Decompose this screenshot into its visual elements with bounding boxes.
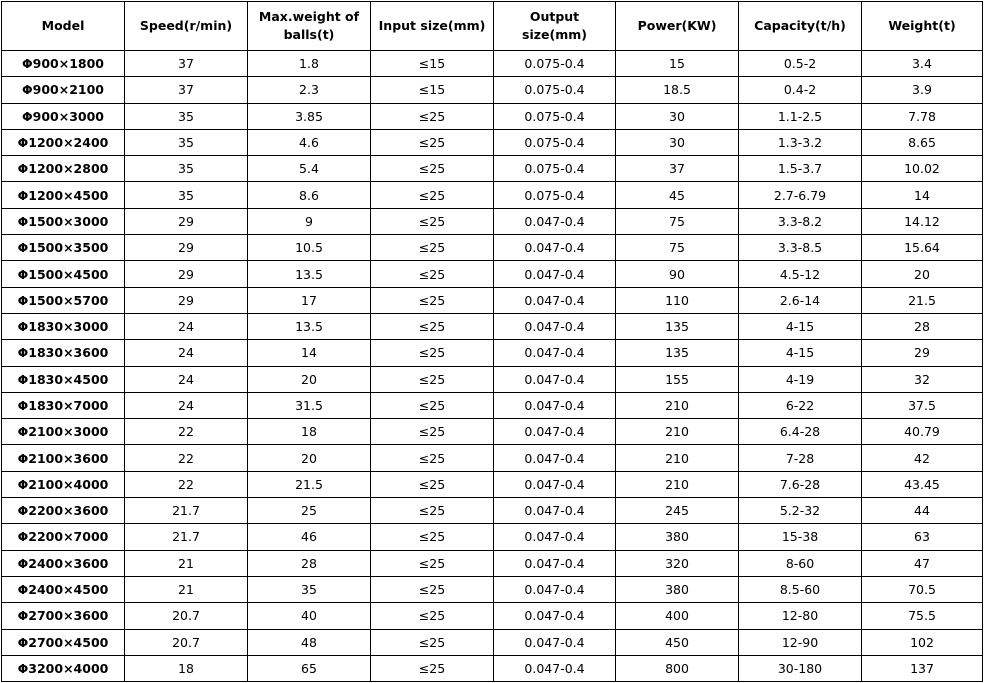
- table-row: [2, 51, 983, 77]
- table-body: [2, 51, 983, 682]
- cell-power: 135: [616, 340, 739, 366]
- cell-weight: 20: [862, 261, 983, 287]
- cell-weight: 137: [862, 655, 983, 681]
- cell-input-size: ≤25: [371, 235, 494, 261]
- cell-model: Φ2100×3600: [2, 445, 125, 471]
- cell-max-ball-weight: 13.5: [248, 313, 371, 339]
- cell-input-size: ≤25: [371, 261, 494, 287]
- cell-capacity: 6.4-28: [739, 419, 862, 445]
- cell-output-size: 0.047-0.4: [494, 261, 616, 287]
- ball-mill-spec-table: [1, 1, 983, 682]
- table-header: [2, 2, 983, 51]
- table-row: [2, 576, 983, 602]
- cell-model: Φ1830×4500: [2, 366, 125, 392]
- cell-power: 45: [616, 182, 739, 208]
- table-row: [2, 419, 983, 445]
- cell-weight: 10.02: [862, 156, 983, 182]
- cell-speed: 22: [125, 471, 248, 497]
- cell-model: Φ2100×3000: [2, 419, 125, 445]
- cell-model: Φ900×3000: [2, 103, 125, 129]
- cell-power: 800: [616, 655, 739, 681]
- cell-output-size: 0.047-0.4: [494, 550, 616, 576]
- cell-speed: 20.7: [125, 629, 248, 655]
- cell-input-size: ≤25: [371, 445, 494, 471]
- cell-weight: 75.5: [862, 603, 983, 629]
- cell-capacity: 12-90: [739, 629, 862, 655]
- cell-model: Φ900×1800: [2, 51, 125, 77]
- cell-speed: 21: [125, 576, 248, 602]
- cell-capacity: 3.3-8.2: [739, 208, 862, 234]
- cell-output-size: 0.047-0.4: [494, 313, 616, 339]
- cell-max-ball-weight: 21.5: [248, 471, 371, 497]
- table-row: [2, 129, 983, 155]
- cell-output-size: 0.075-0.4: [494, 51, 616, 77]
- table-row: [2, 471, 983, 497]
- table-row: [2, 603, 983, 629]
- table-row: [2, 392, 983, 418]
- cell-max-ball-weight: 8.6: [248, 182, 371, 208]
- cell-output-size: 0.075-0.4: [494, 77, 616, 103]
- cell-model: Φ2400×4500: [2, 576, 125, 602]
- cell-capacity: 30-180: [739, 655, 862, 681]
- cell-model: Φ1500×3000: [2, 208, 125, 234]
- table-row: [2, 182, 983, 208]
- cell-power: 210: [616, 471, 739, 497]
- cell-max-ball-weight: 18: [248, 419, 371, 445]
- cell-capacity: 8.5-60: [739, 576, 862, 602]
- cell-weight: 63: [862, 524, 983, 550]
- cell-model: Φ2700×3600: [2, 603, 125, 629]
- cell-model: Φ900×2100: [2, 77, 125, 103]
- cell-capacity: 5.2-32: [739, 498, 862, 524]
- cell-power: 380: [616, 524, 739, 550]
- header-model: Model: [2, 2, 125, 51]
- cell-input-size: ≤25: [371, 313, 494, 339]
- cell-output-size: 0.047-0.4: [494, 340, 616, 366]
- cell-speed: 24: [125, 392, 248, 418]
- cell-model: Φ1830×7000: [2, 392, 125, 418]
- cell-capacity: 12-80: [739, 603, 862, 629]
- cell-max-ball-weight: 4.6: [248, 129, 371, 155]
- cell-power: 15: [616, 51, 739, 77]
- cell-capacity: 4-15: [739, 313, 862, 339]
- cell-speed: 29: [125, 208, 248, 234]
- table-row: [2, 235, 983, 261]
- header-power: Power(KW): [616, 2, 739, 51]
- cell-input-size: ≤25: [371, 392, 494, 418]
- cell-power: 30: [616, 129, 739, 155]
- cell-max-ball-weight: 5.4: [248, 156, 371, 182]
- cell-model: Φ1500×4500: [2, 261, 125, 287]
- cell-max-ball-weight: 31.5: [248, 392, 371, 418]
- cell-capacity: 4-15: [739, 340, 862, 366]
- cell-speed: 22: [125, 419, 248, 445]
- cell-model: Φ1830×3600: [2, 340, 125, 366]
- header-input-size: Input size(mm): [371, 2, 494, 51]
- cell-capacity: 0.4-2: [739, 77, 862, 103]
- cell-weight: 32: [862, 366, 983, 392]
- cell-output-size: 0.075-0.4: [494, 182, 616, 208]
- table-row: [2, 156, 983, 182]
- cell-weight: 7.78: [862, 103, 983, 129]
- cell-weight: 40.79: [862, 419, 983, 445]
- cell-input-size: ≤25: [371, 524, 494, 550]
- cell-model: Φ3200×4000: [2, 655, 125, 681]
- table-row: [2, 498, 983, 524]
- cell-weight: 37.5: [862, 392, 983, 418]
- cell-weight: 42: [862, 445, 983, 471]
- cell-input-size: ≤25: [371, 629, 494, 655]
- header-output-size: Output size(mm): [494, 2, 616, 51]
- cell-capacity: 2.6-14: [739, 287, 862, 313]
- cell-capacity: 1.5-3.7: [739, 156, 862, 182]
- cell-power: 380: [616, 576, 739, 602]
- cell-power: 75: [616, 235, 739, 261]
- cell-max-ball-weight: 35: [248, 576, 371, 602]
- header-capacity: Capacity(t/h): [739, 2, 862, 51]
- table-row: [2, 340, 983, 366]
- cell-capacity: 7.6-28: [739, 471, 862, 497]
- cell-output-size: 0.047-0.4: [494, 576, 616, 602]
- cell-speed: 24: [125, 313, 248, 339]
- cell-weight: 14: [862, 182, 983, 208]
- cell-input-size: ≤25: [371, 208, 494, 234]
- cell-output-size: 0.047-0.4: [494, 208, 616, 234]
- cell-model: Φ2100×4000: [2, 471, 125, 497]
- cell-speed: 35: [125, 129, 248, 155]
- cell-max-ball-weight: 14: [248, 340, 371, 366]
- cell-capacity: 6-22: [739, 392, 862, 418]
- cell-max-ball-weight: 40: [248, 603, 371, 629]
- cell-model: Φ2700×4500: [2, 629, 125, 655]
- cell-capacity: 7-28: [739, 445, 862, 471]
- cell-max-ball-weight: 28: [248, 550, 371, 576]
- cell-weight: 70.5: [862, 576, 983, 602]
- cell-weight: 15.64: [862, 235, 983, 261]
- cell-output-size: 0.047-0.4: [494, 392, 616, 418]
- cell-speed: 29: [125, 235, 248, 261]
- cell-max-ball-weight: 17: [248, 287, 371, 313]
- cell-power: 75: [616, 208, 739, 234]
- cell-speed: 37: [125, 51, 248, 77]
- cell-weight: 44: [862, 498, 983, 524]
- cell-weight: 102: [862, 629, 983, 655]
- cell-max-ball-weight: 10.5: [248, 235, 371, 261]
- cell-output-size: 0.047-0.4: [494, 366, 616, 392]
- cell-power: 210: [616, 445, 739, 471]
- cell-speed: 37: [125, 77, 248, 103]
- cell-capacity: 1.3-3.2: [739, 129, 862, 155]
- cell-speed: 24: [125, 340, 248, 366]
- cell-power: 245: [616, 498, 739, 524]
- cell-max-ball-weight: 25: [248, 498, 371, 524]
- cell-weight: 43.45: [862, 471, 983, 497]
- cell-capacity: 2.7-6.79: [739, 182, 862, 208]
- table-row: [2, 550, 983, 576]
- cell-speed: 35: [125, 182, 248, 208]
- cell-max-ball-weight: 1.8: [248, 51, 371, 77]
- cell-input-size: ≤25: [371, 498, 494, 524]
- cell-output-size: 0.047-0.4: [494, 603, 616, 629]
- cell-speed: 21.7: [125, 524, 248, 550]
- cell-output-size: 0.075-0.4: [494, 103, 616, 129]
- table-row: [2, 77, 983, 103]
- cell-power: 37: [616, 156, 739, 182]
- cell-output-size: 0.047-0.4: [494, 498, 616, 524]
- cell-power: 18.5: [616, 77, 739, 103]
- cell-max-ball-weight: 3.85: [248, 103, 371, 129]
- cell-power: 450: [616, 629, 739, 655]
- cell-input-size: ≤25: [371, 655, 494, 681]
- cell-input-size: ≤15: [371, 51, 494, 77]
- cell-weight: 8.65: [862, 129, 983, 155]
- cell-capacity: 1.1-2.5: [739, 103, 862, 129]
- cell-input-size: ≤25: [371, 366, 494, 392]
- cell-input-size: ≤25: [371, 340, 494, 366]
- cell-max-ball-weight: 65: [248, 655, 371, 681]
- cell-weight: 29: [862, 340, 983, 366]
- cell-power: 400: [616, 603, 739, 629]
- cell-model: Φ1200×2400: [2, 129, 125, 155]
- cell-max-ball-weight: 46: [248, 524, 371, 550]
- cell-speed: 24: [125, 366, 248, 392]
- table-row: [2, 366, 983, 392]
- cell-output-size: 0.047-0.4: [494, 419, 616, 445]
- header-max-ball-weight: Max.weight of balls(t): [248, 2, 371, 51]
- cell-output-size: 0.075-0.4: [494, 129, 616, 155]
- cell-model: Φ2200×3600: [2, 498, 125, 524]
- cell-weight: 47: [862, 550, 983, 576]
- header-weight: Weight(t): [862, 2, 983, 51]
- table-row: [2, 655, 983, 681]
- cell-output-size: 0.047-0.4: [494, 445, 616, 471]
- header-speed: Speed(r/min): [125, 2, 248, 51]
- cell-model: Φ1830×3000: [2, 313, 125, 339]
- table-row: [2, 287, 983, 313]
- cell-input-size: ≤15: [371, 77, 494, 103]
- cell-output-size: 0.047-0.4: [494, 629, 616, 655]
- cell-input-size: ≤25: [371, 182, 494, 208]
- cell-max-ball-weight: 13.5: [248, 261, 371, 287]
- cell-power: 90: [616, 261, 739, 287]
- table-row: [2, 261, 983, 287]
- table-row: [2, 208, 983, 234]
- cell-input-size: ≤25: [371, 550, 494, 576]
- cell-power: 320: [616, 550, 739, 576]
- cell-speed: 22: [125, 445, 248, 471]
- cell-output-size: 0.075-0.4: [494, 156, 616, 182]
- cell-input-size: ≤25: [371, 603, 494, 629]
- cell-capacity: 0.5-2: [739, 51, 862, 77]
- cell-model: Φ1200×2800: [2, 156, 125, 182]
- table-row: [2, 524, 983, 550]
- cell-weight: 3.9: [862, 77, 983, 103]
- cell-input-size: ≤25: [371, 156, 494, 182]
- cell-weight: 14.12: [862, 208, 983, 234]
- cell-model: Φ2200×7000: [2, 524, 125, 550]
- table-row: [2, 445, 983, 471]
- cell-capacity: 4.5-12: [739, 261, 862, 287]
- cell-output-size: 0.047-0.4: [494, 655, 616, 681]
- table-row: [2, 103, 983, 129]
- cell-power: 210: [616, 419, 739, 445]
- cell-speed: 29: [125, 287, 248, 313]
- cell-power: 135: [616, 313, 739, 339]
- table-row: [2, 313, 983, 339]
- cell-input-size: ≤25: [371, 471, 494, 497]
- cell-speed: 21: [125, 550, 248, 576]
- cell-input-size: ≤25: [371, 287, 494, 313]
- cell-speed: 21.7: [125, 498, 248, 524]
- cell-capacity: 8-60: [739, 550, 862, 576]
- cell-max-ball-weight: 48: [248, 629, 371, 655]
- cell-model: Φ2400×3600: [2, 550, 125, 576]
- cell-capacity: 4-19: [739, 366, 862, 392]
- cell-model: Φ1200×4500: [2, 182, 125, 208]
- cell-capacity: 15-38: [739, 524, 862, 550]
- cell-weight: 3.4: [862, 51, 983, 77]
- cell-input-size: ≤25: [371, 129, 494, 155]
- cell-model: Φ1500×3500: [2, 235, 125, 261]
- cell-input-size: ≤25: [371, 103, 494, 129]
- cell-model: Φ1500×5700: [2, 287, 125, 313]
- cell-output-size: 0.047-0.4: [494, 524, 616, 550]
- cell-output-size: 0.047-0.4: [494, 287, 616, 313]
- cell-output-size: 0.047-0.4: [494, 235, 616, 261]
- cell-max-ball-weight: 2.3: [248, 77, 371, 103]
- header-row: [2, 2, 983, 51]
- cell-power: 110: [616, 287, 739, 313]
- cell-power: 30: [616, 103, 739, 129]
- cell-speed: 35: [125, 103, 248, 129]
- cell-input-size: ≤25: [371, 419, 494, 445]
- cell-max-ball-weight: 9: [248, 208, 371, 234]
- cell-speed: 29: [125, 261, 248, 287]
- cell-input-size: ≤25: [371, 576, 494, 602]
- cell-weight: 21.5: [862, 287, 983, 313]
- cell-max-ball-weight: 20: [248, 366, 371, 392]
- cell-max-ball-weight: 20: [248, 445, 371, 471]
- cell-power: 155: [616, 366, 739, 392]
- cell-speed: 18: [125, 655, 248, 681]
- cell-capacity: 3.3-8.5: [739, 235, 862, 261]
- cell-speed: 35: [125, 156, 248, 182]
- table-row: [2, 629, 983, 655]
- cell-power: 210: [616, 392, 739, 418]
- cell-speed: 20.7: [125, 603, 248, 629]
- cell-weight: 28: [862, 313, 983, 339]
- cell-output-size: 0.047-0.4: [494, 471, 616, 497]
